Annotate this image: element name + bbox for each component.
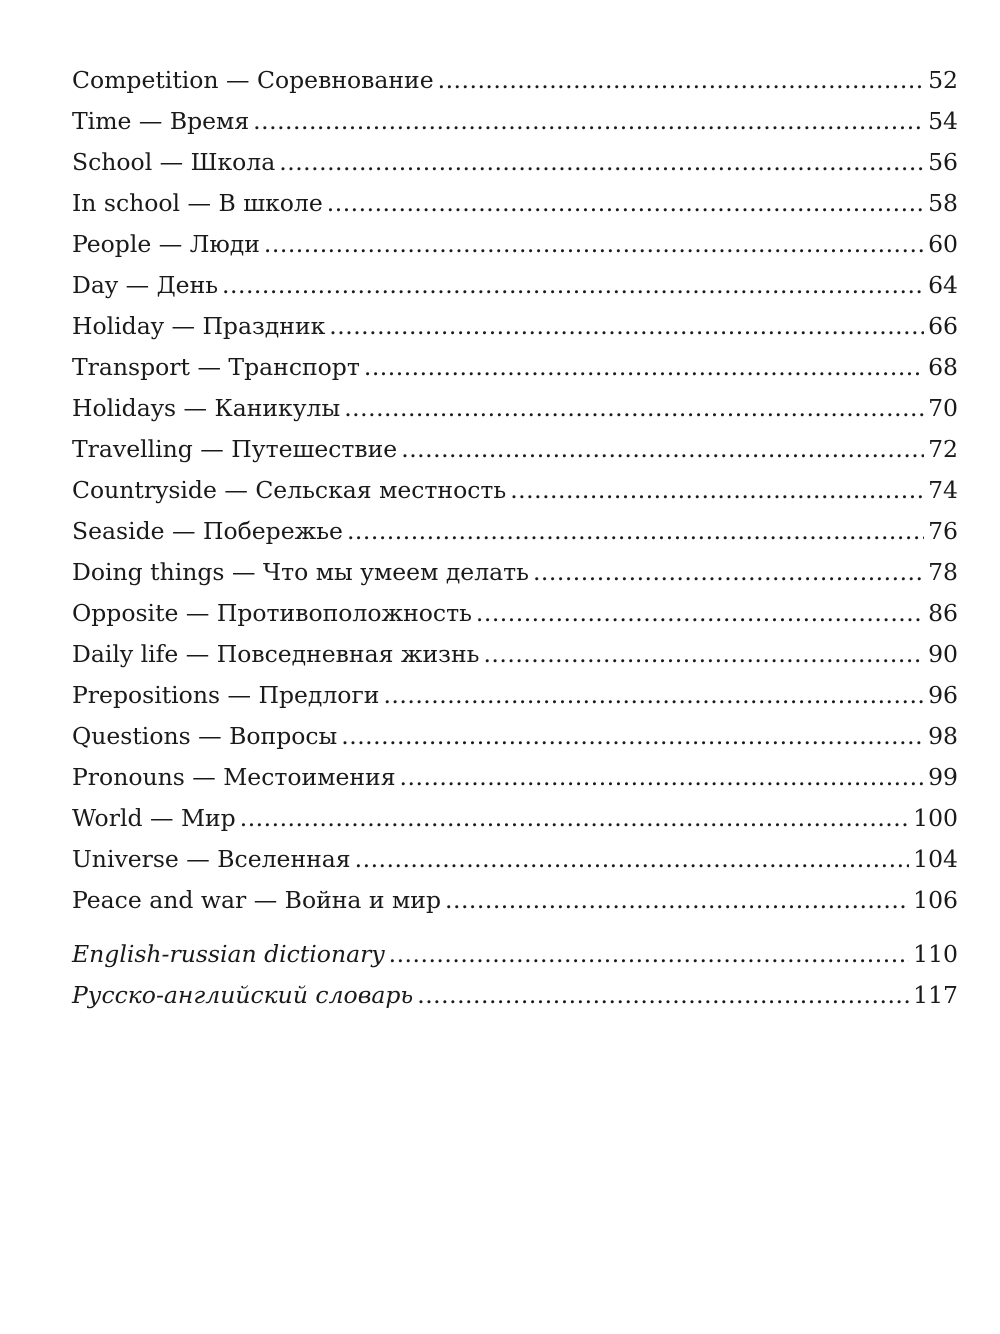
toc-entry-world[interactable]	[72, 798, 958, 839]
toc-entry-page: 86	[928, 599, 958, 627]
toc-entry-page: 100	[913, 804, 958, 832]
dot-leader	[222, 265, 924, 306]
toc-entry-english-russian-dictionary[interactable]	[72, 934, 958, 975]
dot-leader	[327, 183, 924, 224]
toc-entry-in-school[interactable]	[72, 183, 958, 224]
toc-entry-transport[interactable]	[72, 347, 958, 388]
dot-leader	[355, 839, 910, 880]
toc-entry-countryside[interactable]	[72, 470, 958, 511]
toc-entry-page: 110	[913, 940, 958, 968]
toc-entry-peace-and-war[interactable]	[72, 880, 958, 921]
dot-leader	[476, 593, 924, 634]
toc-entry-title: Pronouns — Местоимения	[72, 763, 396, 791]
dot-leader	[279, 142, 924, 183]
dot-leader	[364, 347, 924, 388]
toc-entry-title: English-russian dictionary	[72, 940, 385, 968]
toc-entry-holidays[interactable]	[72, 388, 958, 429]
toc-entry-title: School — Школа	[72, 148, 276, 176]
toc-entry-page: 72	[928, 435, 958, 463]
toc-entry-title: Seaside — Побережье	[72, 517, 343, 545]
toc-entry-page: 106	[913, 886, 958, 914]
toc-entry-universe[interactable]	[72, 839, 958, 880]
toc-entry-title: Day — День	[72, 271, 219, 299]
toc-entry-title: Daily life — Повседневная жизнь	[72, 640, 480, 668]
toc-section-gap	[72, 921, 958, 934]
toc-entry-people[interactable]	[72, 224, 958, 265]
dot-leader	[383, 675, 924, 716]
toc-entry-page: 52	[928, 66, 958, 94]
toc-entry-title: World — Мир	[72, 804, 236, 832]
toc-entry-page: 54	[928, 107, 958, 135]
toc-entry-title: Русско-английский словарь	[72, 981, 414, 1009]
toc-entry-title: Peace and war — Война и мир	[72, 886, 442, 914]
toc-entry-page: 98	[928, 722, 958, 750]
toc-entry-school[interactable]	[72, 142, 958, 183]
dot-leader	[438, 60, 924, 101]
toc-entry-page: 104	[913, 845, 958, 873]
toc-entry-title: Competition — Соревнование	[72, 66, 434, 94]
toc-entry-holiday[interactable]	[72, 306, 958, 347]
dot-leader	[483, 634, 924, 675]
toc-entry-title: Opposite — Противоположность	[72, 599, 472, 627]
toc-entry-page: 66	[928, 312, 958, 340]
toc-entry-daily-life[interactable]	[72, 634, 958, 675]
toc-entry-title: Doing things — Что мы умеем делать	[72, 558, 529, 586]
toc-entry-day[interactable]	[72, 265, 958, 306]
toc-entry-competition[interactable]	[72, 60, 958, 101]
toc-entry-page: 96	[928, 681, 958, 709]
toc-entry-seaside[interactable]	[72, 511, 958, 552]
toc-list	[72, 60, 958, 1016]
dot-leader	[389, 934, 910, 975]
toc-entry-title: Holiday — Праздник	[72, 312, 326, 340]
toc-entry-page: 99	[928, 763, 958, 791]
toc-entry-page: 68	[928, 353, 958, 381]
dot-leader	[445, 880, 909, 921]
dot-leader	[253, 101, 924, 142]
toc-entry-page: 117	[913, 981, 958, 1009]
toc-entry-title: Questions — Вопросы	[72, 722, 338, 750]
toc-entry-title: Countryside — Сельская местность	[72, 476, 507, 504]
dot-leader	[264, 224, 924, 265]
toc-entry-pronouns[interactable]	[72, 757, 958, 798]
dot-leader	[341, 716, 924, 757]
toc-entry-page: 64	[928, 271, 958, 299]
toc-entry-questions[interactable]	[72, 716, 958, 757]
dot-leader	[400, 757, 925, 798]
toc-entry-page: 90	[928, 640, 958, 668]
dot-leader	[401, 429, 924, 470]
dot-leader	[329, 306, 924, 347]
toc-entry-title: In school — В школе	[72, 189, 323, 217]
toc-entry-page: 58	[928, 189, 958, 217]
toc-entry-title: Travelling — Путешествие	[72, 435, 398, 463]
toc-entry-time[interactable]	[72, 101, 958, 142]
toc-entry-title: People — Люди	[72, 230, 260, 258]
dot-leader	[240, 798, 909, 839]
dot-leader	[347, 511, 924, 552]
toc-entry-russian-english-dictionary[interactable]	[72, 975, 958, 1016]
dot-leader	[344, 388, 924, 429]
toc-entry-page: 60	[928, 230, 958, 258]
toc-entry-opposite[interactable]	[72, 593, 958, 634]
dot-leader	[417, 975, 909, 1016]
toc-entry-prepositions[interactable]	[72, 675, 958, 716]
dot-leader	[510, 470, 924, 511]
toc-entry-title: Time — Время	[72, 107, 250, 135]
toc-entry-page: 74	[928, 476, 958, 504]
table-of-contents-page	[72, 60, 958, 1016]
toc-entry-doing-things[interactable]	[72, 552, 958, 593]
toc-entry-page: 78	[928, 558, 958, 586]
toc-entry-page: 70	[928, 394, 958, 422]
toc-entry-page: 76	[928, 517, 958, 545]
dot-leader	[533, 552, 924, 593]
toc-entry-title: Prepositions — Предлоги	[72, 681, 380, 709]
toc-entry-title: Holidays — Каникулы	[72, 394, 341, 422]
toc-entry-title: Universe — Вселенная	[72, 845, 351, 873]
toc-entry-page: 56	[928, 148, 958, 176]
toc-entry-travelling[interactable]	[72, 429, 958, 470]
toc-entry-title: Transport — Транспорт	[72, 353, 360, 381]
